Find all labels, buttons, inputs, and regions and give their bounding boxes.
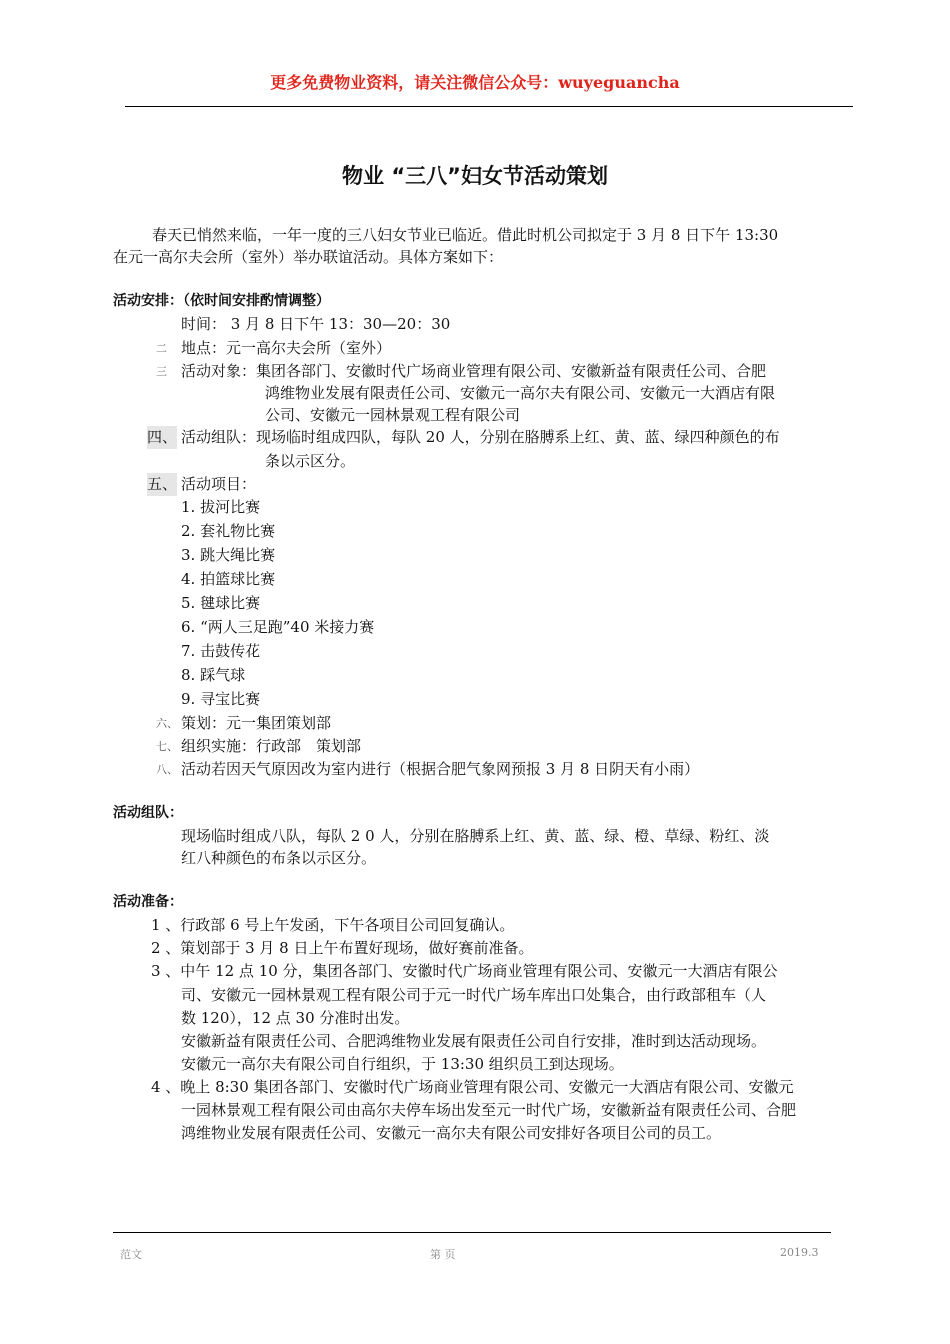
preparation-item-3-line-1: 3 、中午 12 点 10 分，集团各部门、安徽时代广场商业管理有限公司、安徽元一大酒店有限公	[151, 962, 778, 980]
schedule-plan: 策划：元一集团策划部	[181, 714, 332, 732]
grouping-line-1: 现场临时组成八队，每队 2 0 人，分别在胳膊系上红、黄、蓝、绿、橙、草绿、粉红、淡	[181, 827, 770, 845]
header-rule	[125, 106, 853, 107]
intro-line-1: 春天已悄然来临，一年一度的三八妇女节业已临近。借此时机公司拟定于 3 月 8 日下午 13:30	[152, 226, 779, 244]
schedule-items-mark: 五、	[147, 473, 177, 496]
preparation-item-3-line-4: 安徽新益有限责任公司、合肥鸿维物业发展有限责任公司自行安排，准时到达活动现场。	[181, 1032, 767, 1050]
schedule-place-mark: 二	[156, 342, 167, 355]
schedule-time: 时间： 3 月 8 日下午 13：30—20：30	[181, 315, 451, 333]
activity-item: 3. 跳大绳比赛	[181, 546, 276, 564]
activity-item: 4. 拍篮球比赛	[181, 570, 276, 588]
activity-item: 9. 寻宝比赛	[181, 690, 261, 708]
grouping-heading: 活动组队：	[113, 805, 183, 821]
footer-left: 范文	[120, 1248, 142, 1261]
schedule-weather-mark: 八、	[156, 763, 178, 776]
header-banner: 更多免费物业资料，请关注微信公众号：wuyeguancha	[270, 73, 680, 92]
footer-right: 2019.3	[780, 1246, 819, 1259]
footer-center: 第 页	[430, 1248, 456, 1261]
activity-item: 1. 拔河比赛	[181, 498, 261, 516]
schedule-org: 组织实施：行政部 策划部	[181, 737, 362, 755]
schedule-target-line-1: 活动对象：集团各部门、安徽时代广场商业管理有限公司、安徽新益有限责任公司、合肥	[181, 362, 767, 380]
preparation-item-2: 2 、策划部于 3 月 8 日上午布置好现场，做好赛前准备。	[151, 939, 534, 957]
schedule-target-line-2: 鸿维物业发展有限责任公司、安徽元一高尔夫有限公司、安徽元一大酒店有限	[265, 384, 776, 402]
schedule-team-line-1: 活动组队：现场临时组成四队，每队 20 人，分别在胳膊系上红、黄、蓝、绿四种颜色的布	[181, 428, 780, 446]
schedule-team-mark: 四、	[147, 426, 177, 449]
schedule-team-line-2: 条以示区分。	[265, 452, 356, 470]
activity-item: 2. 套礼物比赛	[181, 522, 276, 540]
schedule-plan-mark: 六、	[156, 717, 178, 730]
activity-item: 8. 踩气球	[181, 666, 246, 684]
preparation-item-3-line-5: 安徽元一高尔夫有限公司自行组织，于 13:30 组织员工到达现场。	[181, 1055, 624, 1073]
preparation-item-3-line-3: 数 120），12 点 30 分准时出发。	[181, 1009, 410, 1027]
activity-item: 5. 毽球比赛	[181, 594, 261, 612]
preparation-item-4-line-1: 4 、晚上 8:30 集团各部门、安徽时代广场商业管理有限公司、安徽元一大酒店有限公司、安徽元	[151, 1078, 794, 1096]
intro-line-2: 在元一高尔夫会所（室外）举办联谊活动。具体方案如下：	[113, 248, 504, 266]
footer-rule	[113, 1232, 831, 1233]
preparation-item-4-line-2: 一园林景观工程有限公司由高尔夫停车场出发至元一时代广场，安徽新益有限责任公司、合肥	[181, 1101, 797, 1119]
schedule-place: 地点：元一高尔夫会所（室外）	[181, 339, 392, 357]
schedule-items-label: 活动项目：	[181, 475, 257, 493]
preparation-item-4-line-3: 鸿维物业发展有限责任公司、安徽元一高尔夫有限公司安排好各项目公司的员工。	[181, 1124, 722, 1142]
schedule-org-mark: 七、	[156, 740, 178, 753]
preparation-item-1: 1 、行政部 6 号上午发函，下午各项目公司回复确认。	[151, 916, 515, 934]
grouping-line-2: 红八种颜色的布条以示区分。	[181, 849, 377, 867]
document-title: 物业 “三八”妇女节活动策划	[342, 164, 608, 188]
preparation-item-3-line-2: 司、安徽元一园林景观工程有限公司于元一时代广场车库出口处集合，由行政部租车（人	[181, 986, 767, 1004]
schedule-target-line-3: 公司、安徽元一园林景观工程有限公司	[265, 406, 521, 424]
schedule-target-mark: 三	[156, 365, 167, 378]
preparation-heading: 活动准备：	[113, 894, 183, 910]
activity-item: 7. 击鼓传花	[181, 642, 261, 660]
activity-item: 6. “两人三足跑”40 米接力赛	[181, 618, 375, 636]
schedule-weather: 活动若因天气原因改为室内进行（根据合肥气象网预报 3 月 8 日阴天有小雨）	[181, 760, 700, 778]
schedule-heading: 活动安排：（依时间安排酌情调整）	[113, 293, 330, 309]
